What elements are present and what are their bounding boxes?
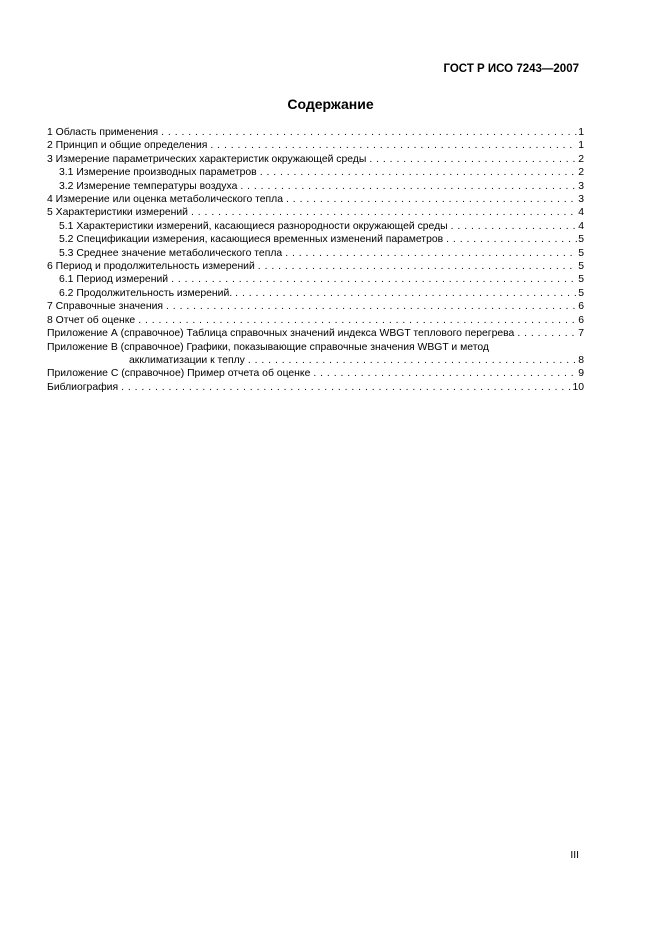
toc-entry-page: 1 — [578, 140, 584, 152]
dot-leader — [260, 166, 578, 179]
toc-entry[interactable] — [47, 341, 584, 354]
dot-leader — [446, 233, 577, 246]
dot-leader — [286, 193, 577, 206]
toc-entry[interactable] — [47, 381, 584, 394]
dot-leader — [240, 180, 577, 193]
dot-leader — [451, 220, 578, 233]
toc-entry[interactable] — [47, 314, 584, 327]
dot-leader — [171, 273, 577, 286]
toc-entry[interactable] — [47, 300, 584, 313]
table-of-contents — [47, 126, 584, 394]
toc-entry-label: 5.2 Спецификации измерения, касающиеся временных изменений параметров — [59, 234, 444, 246]
toc-entry-page: 5 — [578, 247, 584, 259]
toc-entry-label: 4 Измерение или оценка метаболического тепла — [47, 194, 284, 206]
toc-entry[interactable] — [47, 354, 584, 367]
dot-leader — [166, 300, 577, 313]
toc-entry[interactable] — [47, 153, 584, 166]
toc-entry-page: 8 — [578, 354, 584, 366]
dot-leader — [210, 139, 577, 152]
standard-designation: ГОСТ Р ИСО 7243—2007 — [443, 63, 579, 75]
page-number: III — [570, 850, 579, 861]
toc-entry[interactable] — [47, 260, 584, 273]
toc-entry-label: 5.3 Среднее значение метаболического тепла — [59, 247, 283, 259]
toc-entry-page: 4 — [578, 220, 584, 232]
toc-entry-label: акклиматизации к теплу — [129, 354, 245, 366]
toc-entry-page: 2 — [578, 167, 584, 179]
toc-entry-label: 1 Область применения — [47, 127, 159, 138]
toc-entry[interactable] — [47, 287, 584, 300]
dot-leader — [138, 314, 577, 327]
page-title: Содержание — [287, 96, 374, 112]
toc-entry-label: 3.1 Измерение производных параметров — [59, 167, 257, 179]
toc-entry-page: 6 — [578, 301, 584, 313]
toc-entry[interactable] — [47, 327, 584, 340]
toc-entry[interactable] — [47, 139, 584, 152]
toc-entry[interactable] — [47, 273, 584, 286]
toc-entry-label: 3.2 Измерение температуры воздуха — [59, 180, 238, 192]
toc-entry[interactable] — [47, 367, 584, 380]
dot-leader — [285, 247, 577, 260]
toc-entry[interactable] — [47, 193, 584, 206]
toc-entry[interactable] — [47, 220, 584, 233]
toc-entry[interactable] — [47, 126, 584, 139]
toc-entry-page: 3 — [578, 194, 584, 206]
toc-entry-label: Библиография — [47, 381, 119, 393]
toc-entry-page: 4 — [578, 207, 584, 219]
toc-entry[interactable] — [47, 180, 584, 193]
toc-entry-label: 6.2 Продолжительность измерений. — [59, 287, 233, 299]
dot-leader — [235, 287, 577, 300]
toc-entry-page: 1 — [578, 127, 584, 138]
dot-leader — [258, 260, 577, 273]
toc-entry-page: 5 — [578, 234, 584, 246]
toc-entry-page: 7 — [578, 328, 584, 340]
toc-entry[interactable] — [47, 206, 584, 219]
toc-entry-label: 8 Отчет об оценке — [47, 314, 136, 326]
toc-entry-label: 6.1 Период измерений — [59, 274, 169, 286]
toc-entry-label: 5 Характеристики измерений — [47, 207, 188, 219]
toc-entry[interactable] — [47, 166, 584, 179]
toc-entry-page: 5 — [578, 287, 584, 299]
dot-leader — [161, 126, 577, 139]
dot-leader — [121, 381, 571, 394]
toc-entry[interactable] — [47, 247, 584, 260]
toc-entry-page: 6 — [578, 314, 584, 326]
toc-entry-label: 3 Измерение параметрических характеристик окружающей среды — [47, 153, 367, 165]
toc-entry-label: Приложение В (справочное) Графики, показывающие справочные значения WBGT и метод — [47, 341, 489, 353]
toc-entry-label: 6 Период и продолжительность измерений — [47, 261, 255, 273]
dot-leader — [517, 327, 577, 340]
toc-entry-page: 10 — [572, 381, 584, 393]
toc-entry-page: 9 — [578, 368, 584, 380]
dot-leader — [248, 354, 577, 367]
dot-leader — [313, 367, 577, 380]
toc-entry-label: 5.1 Характеристики измерений, касающиеся разнородности окружающей среды — [59, 220, 448, 232]
toc-entry[interactable] — [47, 233, 584, 246]
toc-entry-page: 5 — [578, 261, 584, 273]
toc-entry-page: 3 — [578, 180, 584, 192]
toc-entry-label: Приложение А (справочное) Таблица справочных значений индекса WBGT теплового перегрева — [47, 328, 515, 340]
toc-entry-label: 7 Справочные значения — [47, 301, 164, 313]
toc-entry-label: 2 Принцип и общие определения — [47, 140, 208, 152]
toc-entry-page: 2 — [578, 153, 584, 165]
toc-entry-label: Приложение С (справочное) Пример отчета об оценке — [47, 368, 311, 380]
toc-entry-page: 5 — [578, 274, 584, 286]
dot-leader — [369, 153, 577, 166]
dot-leader — [191, 206, 577, 219]
